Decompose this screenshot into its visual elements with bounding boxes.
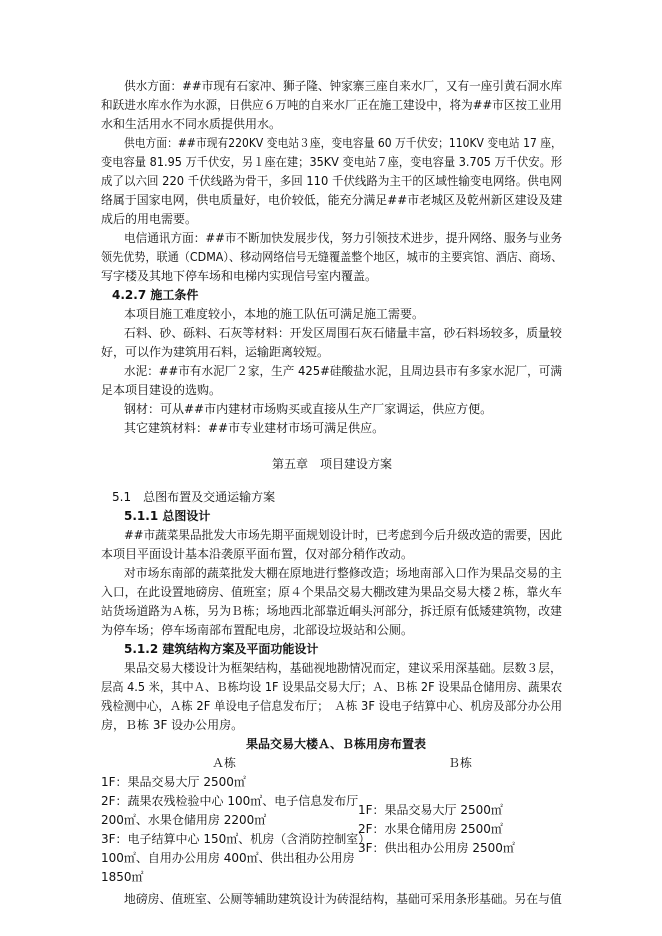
chapter-title: 第五章 项目建设方案 xyxy=(272,457,393,471)
construction-line-2: 石料、砂、砾料、石灰等材料：开发区周围石灰石储量丰富，砂石料场较多，质量较 xyxy=(124,326,562,340)
construction-line-3: 好，可以作为建筑用石料，运输距离较短。 xyxy=(101,345,330,359)
telecom-line-2: 领先优势，联通（CDMA）、移动网络信号无缝覆盖整个地区，城市的主要宾馆、酒店、商场、 xyxy=(101,250,563,264)
table-b-line-1: 1F：果品交易大厅 2500㎡ xyxy=(358,803,503,817)
power-line-4: 络属于国家电网，供电质量好，电价较低，能充分满足##市老城区及乾州新区建设及建 xyxy=(101,193,563,207)
table-a-line-6: 1850㎡ xyxy=(101,870,144,884)
power-line-5: 成后的用电需要。 xyxy=(101,212,198,226)
table-b-line-3: 3F：供出租办公用房 2500㎡ xyxy=(358,841,515,855)
power-line-2: 变电容量 81.95 万千伏安，另１座在建；35KV 变电站７座，变电容量 3.705 万千伏安。形 xyxy=(101,155,563,169)
power-line-3: 成了以六回 220 千伏线路为骨干，多回 110 千伏线路为主干的区域性输变电网络。供电网 xyxy=(101,174,562,188)
table-a-line-4: 3F：电子结算中心 150㎡、机房（含消防控制室） xyxy=(101,832,371,846)
structure-line-2: 层高 4.5 米，其中Ａ、Ｂ栋均设 1F 设果品交易大厅；Ａ、Ｂ栋 2F 设果品仓储用房、蔬果农 xyxy=(101,680,563,694)
last-line: 地磅房、值班室、公厕等辅助建筑设计为砖混结构，基础可采用条形基础。另在与值 xyxy=(124,892,562,906)
water-line-1: 供水方面：##市现有石家冲、狮子隆、钟家寨三座自来水厂，又有一座引黄石洞水库 xyxy=(124,79,563,93)
table-col-b-header: Ｂ栋 xyxy=(448,756,473,770)
design-line-1: ##市蔬菜果品批发大市场先期平面规划设计时，已考虑到今后升级改造的需要，因此 xyxy=(124,528,563,542)
design-line-2: 本项目平面设计基本沿袭原平面布置，仅对部分稍作改动。 xyxy=(101,547,414,561)
structure-line-3: 残检测中心，Ａ栋 2F 单设电子信息发布厅； Ａ栋 3F 设电子结算中心、机房及部分办公用 xyxy=(101,699,563,713)
design-line-4: 入口，在此设置地磅房、值班室；原４个果品交易大棚改建为果品交易大楼２栋，靠火车 xyxy=(101,585,562,599)
design-line-5: 站货场道路为Ａ栋，另为Ｂ栋；场地西北部靠近峒头河部分，拆迁原有低矮建筑物，改建 xyxy=(101,604,562,618)
table-a-line-2: 2F：蔬果农残检验中心 100㎡、电子信息发布厅 xyxy=(101,794,359,808)
construction-line-6: 钢材：可从##市内建材市场购买或直接从生产厂家调运，供应方便。 xyxy=(124,402,493,416)
structure-line-1: 果品交易大楼设计为框架结构，基础视地勘情况而定，建议采用深基础。层数３层， xyxy=(124,661,562,675)
table-a-line-1: 1F：果品交易大厅 2500㎡ xyxy=(101,775,246,789)
design-line-3: 对市场东南部的蔬菜批发大棚在原地进行整修改造；场地南部入口作为果品交易的主 xyxy=(124,566,562,580)
heading-5-1-1: 5.1.1 总图设计 xyxy=(124,509,211,523)
table-title: 果品交易大楼Ａ、Ｂ栋用房布置表 xyxy=(246,737,427,751)
heading-5-1-2: 5.1.2 建筑结构方案及平面功能设计 xyxy=(124,642,319,656)
structure-line-4: 房，Ｂ栋 3F 设办公用房。 xyxy=(101,718,244,732)
water-line-2: 和跃进水库水作为水源，日供应６万吨的自来水厂正在施工建设中，将为##市区按工业用 xyxy=(101,98,562,112)
construction-line-7: 其它建筑材料：##市专业建材市场可满足供应。 xyxy=(124,421,385,435)
construction-line-4: 水泥：##市有水泥厂２家，生产 425#硅酸盐水泥，且周边县市有多家水泥厂，可满 xyxy=(124,364,562,378)
table-b-line-2: 2F：水果仓储用房 2500㎡ xyxy=(358,822,503,836)
table-a-line-5: 100㎡、自用办公用房 400㎡、供出租办公用房 xyxy=(101,851,355,865)
design-line-6: 为停车场；停车场南部布置配电房，北部设垃圾站和公厕。 xyxy=(101,623,414,637)
construction-line-1: 本项目施工难度较小，本地的施工队伍可满足施工需要。 xyxy=(124,307,425,321)
water-line-3: 水和生活用水不同水质提供用水。 xyxy=(101,117,282,131)
telecom-line-3: 写字楼及其地下停车场和电梯内实现信号室内覆盖。 xyxy=(101,269,378,283)
heading-4-2-7: 4.2.7 施工条件 xyxy=(112,288,199,302)
telecom-line-1: 电信通讯方面：##市不断加快发展步伐，努力引领技术进步，提升网络、服务与业务 xyxy=(124,231,563,245)
power-line-1: 供电方面：##市现有220KV 变电站３座，变电容量 60 万千伏安；110KV 变电站 17 座， xyxy=(124,136,562,150)
construction-line-5: 足本项目建设的选购。 xyxy=(101,383,222,397)
heading-5-1: 5.1 总图布置及交通运输方案 xyxy=(112,490,276,504)
table-a-line-3: 200㎡、水果仓储用房 2200㎡ xyxy=(101,813,267,827)
table-col-a-header: Ａ栋 xyxy=(212,756,237,770)
